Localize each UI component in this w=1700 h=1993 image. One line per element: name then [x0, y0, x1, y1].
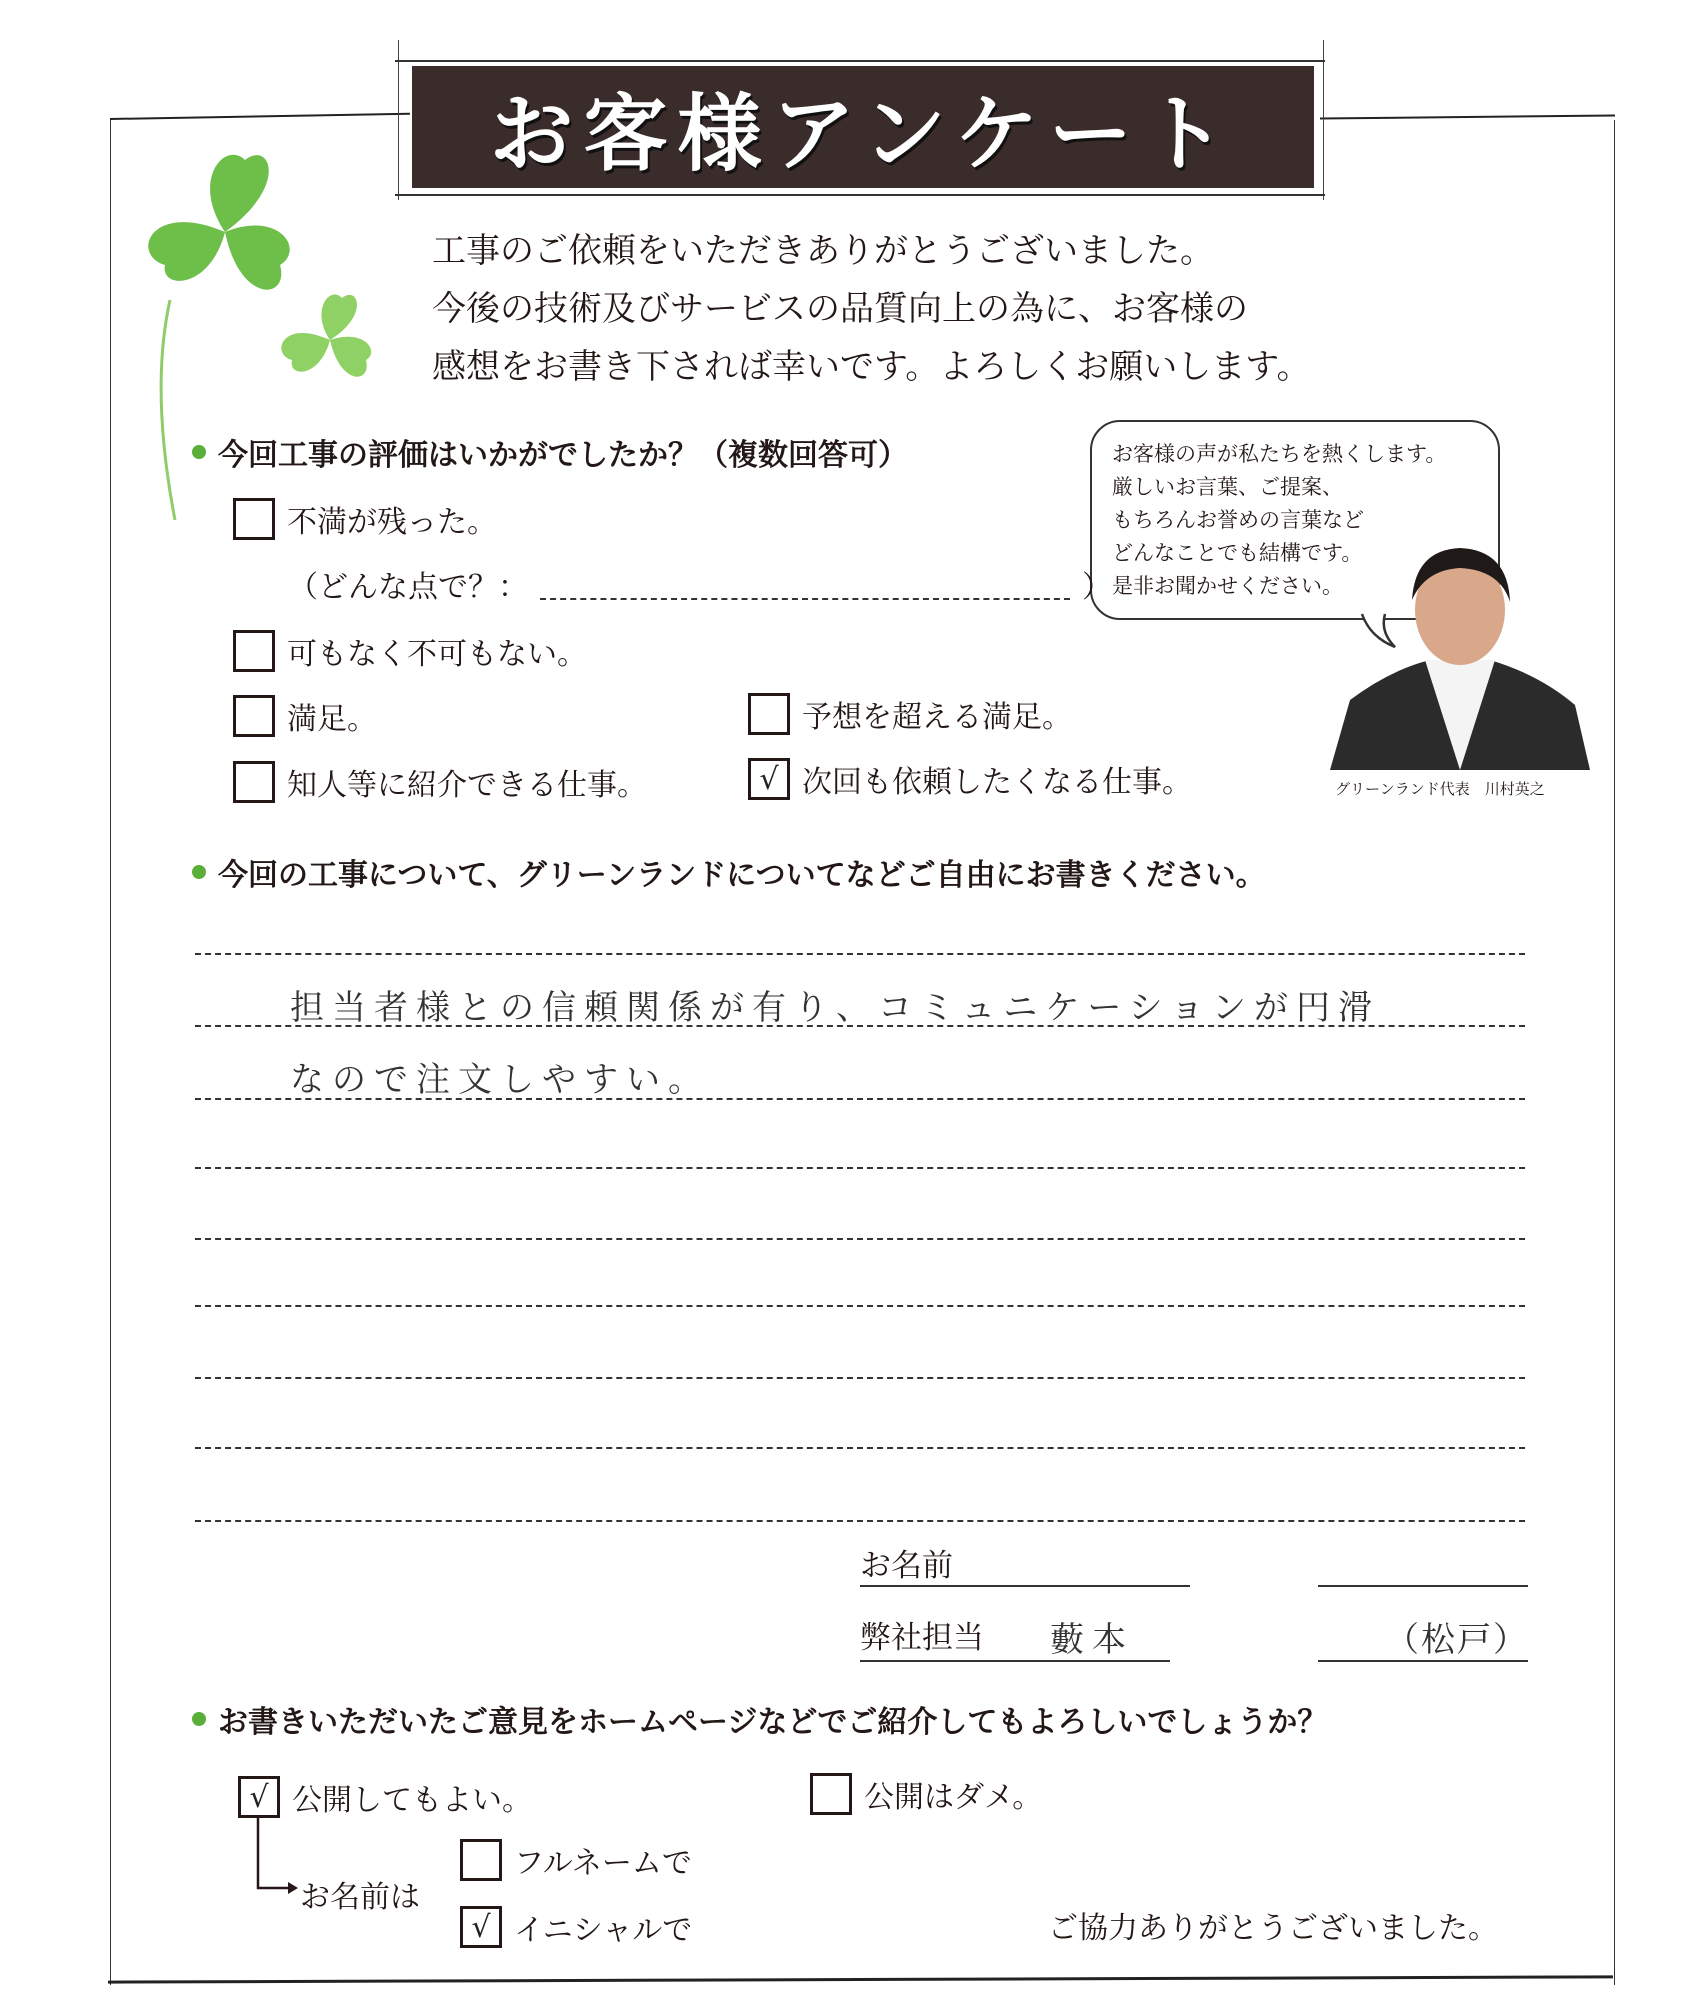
q1-title-text: 今回工事の評価はいかがでしたか？（複数回答可） — [218, 438, 908, 473]
writing-line — [195, 1167, 1525, 1169]
q3-title-text: お書きいただいたご意見をホームページなどでご紹介してもよろしいでしょうか？ — [218, 1705, 1328, 1740]
writing-line — [195, 1520, 1525, 1522]
checkbox-checked[interactable]: √ — [460, 1906, 502, 1948]
q3-title — [192, 1697, 1327, 1741]
name-line-right[interactable] — [1318, 1585, 1528, 1587]
intro-line: 工事のご依頼をいただきありがとうございました。 — [432, 231, 1214, 271]
q1-option-recommend[interactable] — [233, 760, 647, 804]
checkbox[interactable] — [233, 498, 275, 540]
q3-initials[interactable] — [460, 1905, 692, 1949]
detail-input[interactable] — [540, 598, 1070, 600]
q3-publish-ok[interactable] — [238, 1775, 532, 1819]
writing-line — [195, 1377, 1525, 1379]
detail-prompt: （どんな点で？： — [288, 570, 528, 605]
title-guide — [395, 194, 1325, 196]
bubble-line: 是非お聞かせください。 — [1112, 574, 1343, 598]
name-prefix: お名前は — [300, 1880, 420, 1915]
q1-option-repeat[interactable] — [748, 757, 1192, 801]
checkbox[interactable] — [460, 1839, 502, 1881]
option-label: 不満が残った。 — [287, 505, 497, 540]
name-line[interactable] — [860, 1585, 1190, 1587]
checkbox-checked[interactable]: √ — [748, 758, 790, 800]
bullet-icon — [192, 865, 206, 879]
frame-top-line-right — [1320, 114, 1615, 119]
option-label: フルネームで — [514, 1846, 692, 1881]
page-title: お客様アンケート — [489, 84, 1237, 183]
option-label: 公開してもよい。 — [292, 1783, 532, 1818]
q3-fullname[interactable] — [460, 1838, 692, 1882]
q1-option-beyond[interactable] — [748, 692, 1072, 736]
name-label: お名前 — [860, 1548, 953, 1584]
intro-text — [432, 222, 1311, 396]
writing-line — [195, 1238, 1525, 1240]
intro-line: 今後の技術及びサービスの品質向上の為に、お客様の — [432, 289, 1248, 329]
checkbox[interactable] — [748, 693, 790, 735]
title-banner — [412, 66, 1314, 188]
representative-caption: グリーンランド代表 川村英之 — [1335, 780, 1545, 798]
q1-option-dissatisfied[interactable] — [233, 497, 497, 541]
detail-close: ） — [1082, 570, 1112, 605]
bubble-line: 厳しいお言葉、ご提案、 — [1112, 475, 1343, 499]
q2-title-text: 今回の工事について、グリーンランドについてなどご自由にお書きください。 — [218, 858, 1266, 893]
checkbox[interactable] — [233, 761, 275, 803]
checkbox[interactable] — [233, 630, 275, 672]
q1-option-satisfied[interactable] — [233, 694, 377, 738]
writing-line — [195, 953, 1525, 955]
q3-publish-ng[interactable] — [810, 1772, 1042, 1816]
option-label: 次回も依頼したくなる仕事。 — [802, 765, 1192, 800]
staff-line-right — [1318, 1660, 1528, 1662]
arrow-icon — [256, 1818, 300, 1898]
option-label: 予想を超える満足。 — [802, 700, 1072, 735]
option-label: 満足。 — [287, 702, 377, 737]
checkbox[interactable] — [810, 1773, 852, 1815]
bullet-icon — [192, 445, 206, 459]
bullet-icon — [192, 1712, 206, 1726]
writing-line — [195, 1447, 1525, 1449]
writing-line — [195, 1305, 1525, 1307]
q1-title — [192, 430, 908, 474]
checkbox[interactable] — [233, 695, 275, 737]
thanks-text: ご協力ありがとうございました。 — [1048, 1911, 1498, 1946]
bubble-line: どんなことでも結構です。 — [1112, 541, 1363, 565]
frame-top-line-left — [110, 113, 410, 120]
checkbox-checked[interactable]: √ — [238, 1776, 280, 1818]
q1-option-neutral[interactable] — [233, 629, 587, 673]
staff-value[interactable]: 藪本 — [1050, 1620, 1134, 1660]
option-label: 可もなく不可もない。 — [287, 637, 587, 672]
title-guide — [1323, 40, 1324, 200]
bubble-line: お客様の声が私たちを熱くします。 — [1112, 442, 1447, 466]
staff-label: 弊社担当 — [860, 1620, 984, 1656]
staff-line — [860, 1660, 1170, 1662]
bubble-line: もちろんお誉めの言葉など — [1112, 508, 1364, 532]
handwritten-comment-line[interactable]: なので注文しやすい。 — [290, 1060, 710, 1100]
intro-line: 感想をお書き下されば幸いです。よろしくお願いします。 — [432, 347, 1311, 387]
representative-photo — [1330, 530, 1590, 770]
staff-extra[interactable]: （松戸） — [1385, 1620, 1529, 1660]
option-label: 公開はダメ。 — [864, 1780, 1043, 1815]
option-label: イニシャルで — [514, 1913, 693, 1948]
title-guide — [395, 60, 1325, 62]
handwritten-comment-line[interactable]: 担当者様との信頼関係が有り、コミュニケーションが円滑 — [290, 988, 1380, 1028]
q1-detail-row — [288, 562, 1112, 606]
option-label: 知人等に紹介できる仕事。 — [287, 768, 647, 803]
q2-title — [192, 850, 1266, 894]
